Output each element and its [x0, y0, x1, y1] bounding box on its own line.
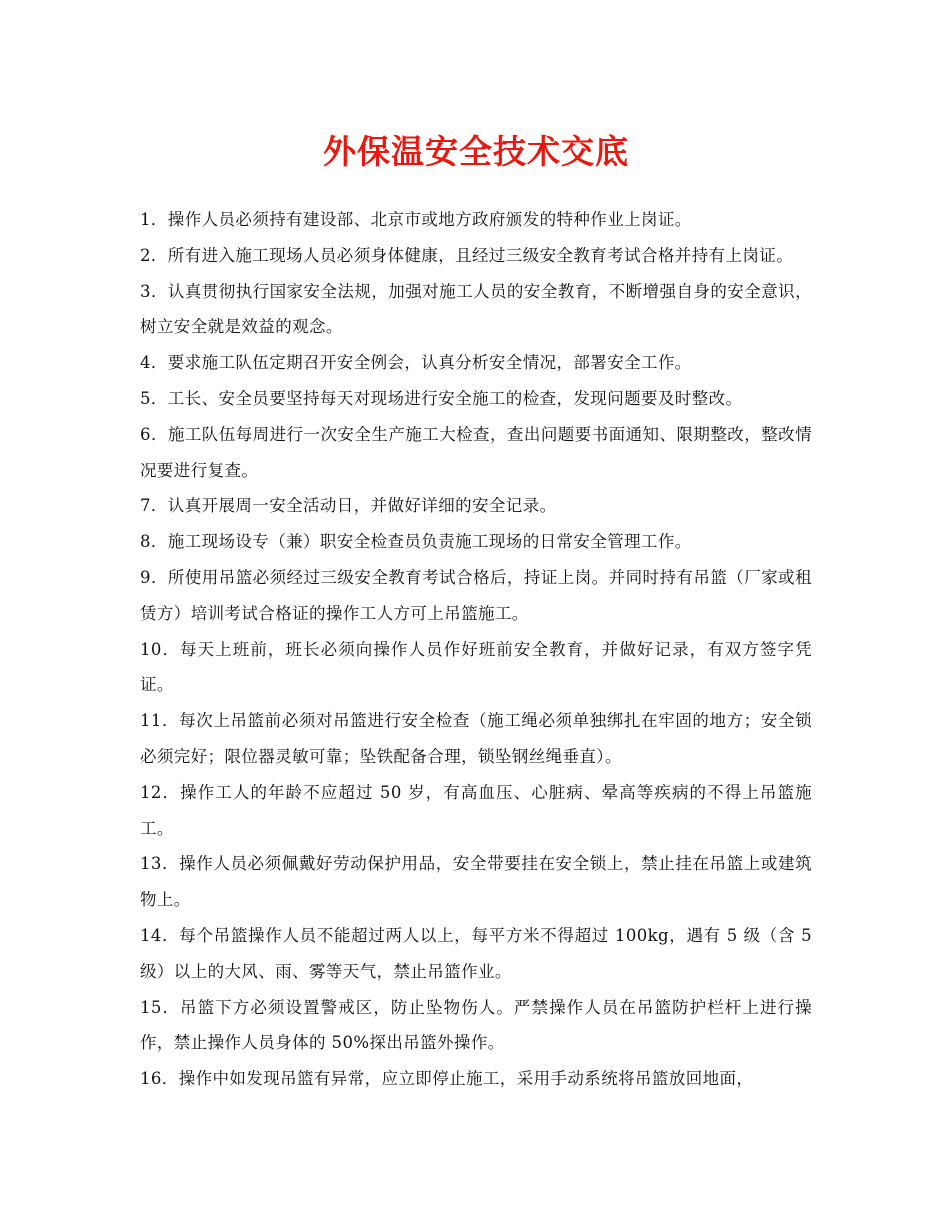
list-item: 4．要求施工队伍定期召开安全例会，认真分析安全情况，部署安全工作。 — [140, 353, 692, 373]
list-item: 13．操作人员必须佩戴好劳动保护用品，安全带要挂在安全锁上，禁止挂在吊篮上或建筑物上。 — [140, 854, 812, 910]
safety-items-list — [140, 202, 812, 1097]
list-item: 3．认真贯彻执行国家安全法规，加强对施工人员的安全教育，不断增强自身的安全意识，树立安全就是效益的观念。 — [140, 281, 812, 337]
list-item: 2．所有进入施工现场人员必须身体健康，且经过三级安全教育考试合格并持有上岗证。 — [140, 245, 794, 265]
list-item: 16．操作中如发现吊篮有异常，应立即停止施工，采用手动系统将吊篮放回地面， — [140, 1069, 754, 1089]
list-item: 15．吊篮下方必须设置警戒区，防止坠物伤人。严禁操作人员在吊篮防护栏杆上进行操作，禁止操作人员身体的 50%探出吊篮外操作。 — [140, 997, 812, 1053]
list-item: 8．施工现场设专（兼）职安全检查员负责施工现场的日常安全管理工作。 — [140, 532, 692, 552]
list-item: 6．施工队伍每周进行一次安全生产施工大检查，查出问题要书面通知、限期整改，整改情况要进行复查。 — [140, 424, 812, 480]
list-item: 10．每天上班前，班长必须向操作人员作好班前安全教育，并做好记录，有双方签字凭证。 — [140, 639, 812, 695]
document-title: 外保温安全技术交底 — [323, 132, 629, 171]
list-item: 11．每次上吊篮前必须对吊篮进行安全检查（施工绳必须单独绑扎在牢固的地方；安全锁必须完好；限位器灵敏可靠；坠铁配备合理，锁坠钢丝绳垂直）。 — [140, 711, 812, 766]
list-item: 5．工长、安全员要坚持每天对现场进行安全施工的检查，发现问题要及时整改。 — [140, 388, 743, 408]
list-item: 14．每个吊篮操作人员不能超过两人以上，每平方米不得超过 100kg，遇有 5 级（含 5 级）以上的大风、雨、雾等天气，禁止吊篮作业。 — [140, 925, 812, 981]
list-item: 9．所使用吊篮必须经过三级安全教育考试合格后，持证上岗。并同时持有吊篮（厂家或租赁方）培训考试合格证的操作工人方可上吊篮施工。 — [140, 567, 812, 623]
list-item: 1．操作人员必须持有建设部、北京市或地方政府颁发的特种作业上岗证。 — [140, 210, 692, 229]
list-item: 12．操作工人的年龄不应超过 50 岁，有高血压、心脏病、晕高等疾病的不得上吊篮施工。 — [140, 782, 812, 838]
list-item: 7．认真开展周一安全活动日，并做好详细的安全记录。 — [140, 496, 557, 516]
